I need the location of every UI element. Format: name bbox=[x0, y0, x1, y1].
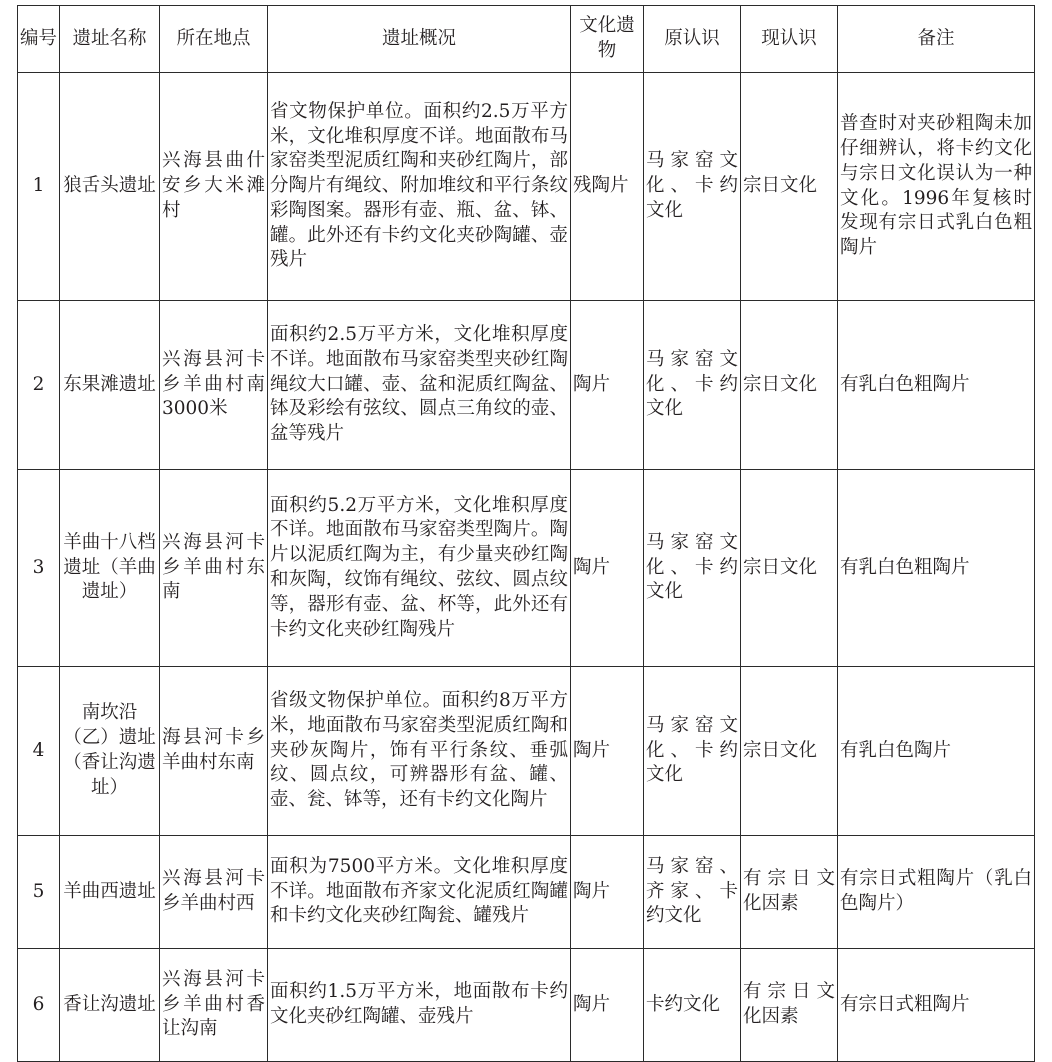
cell-description: 面积约5.2万平方米，文化堆积厚度不详。地面散布马家窑类型陶片。陶片以泥质红陶为主，有少量夹砂红陶和灰陶，纹饰有绳纹、弦纹、圆点纹等，器形有壶、盆、杯等，此外还有卡约文化夹砂红陶残片 bbox=[268, 470, 571, 667]
cell-current: 宗日文化 bbox=[741, 667, 838, 836]
table-row bbox=[18, 301, 1035, 470]
table-body bbox=[18, 73, 1035, 1062]
table-row bbox=[18, 667, 1035, 836]
cell-description: 省文物保护单位。面积约2.5万平方米，文化堆积厚度不详。地面散布马家窑类型泥质红陶和夹砂红陶片，部分陶片有绳纹、附加堆纹和平行条纹彩陶图案。器形有壶、瓶、盆、钵、罐。此外还有卡约文化夹砂陶罐、壶残片 bbox=[268, 73, 571, 301]
cell-relics: 陶片 bbox=[571, 667, 644, 836]
cell-location: 海县河卡乡羊曲村东南 bbox=[160, 667, 268, 836]
archaeological-sites-table bbox=[17, 5, 1035, 1062]
cell-current: 有宗日文化因素 bbox=[741, 836, 838, 949]
table-header bbox=[18, 6, 1035, 73]
cell-location: 兴海县河卡乡羊曲村香让沟南 bbox=[160, 949, 268, 1062]
header-relics: 文化遗物 bbox=[571, 6, 644, 73]
cell-description: 面积为7500平方米。文化堆积厚度不详。地面散布齐家文化泥质红陶罐和卡约文化夹砂红陶瓮、罐残片 bbox=[268, 836, 571, 949]
table-row bbox=[18, 470, 1035, 667]
cell-original: 马家窑文化、卡约文化 bbox=[644, 301, 741, 470]
header-description: 遗址概况 bbox=[268, 6, 571, 73]
cell-name: 东果滩遗址 bbox=[60, 301, 160, 470]
header-row bbox=[18, 6, 1035, 73]
cell-no: 3 bbox=[18, 470, 60, 667]
cell-note: 有宗日式粗陶片 bbox=[838, 949, 1035, 1062]
cell-note: 有乳白色粗陶片 bbox=[838, 301, 1035, 470]
cell-no: 2 bbox=[18, 301, 60, 470]
cell-no: 6 bbox=[18, 949, 60, 1062]
cell-current: 宗日文化 bbox=[741, 470, 838, 667]
header-current: 现认识 bbox=[741, 6, 838, 73]
cell-name: 香让沟遗址 bbox=[60, 949, 160, 1062]
cell-relics: 陶片 bbox=[571, 836, 644, 949]
cell-current: 宗日文化 bbox=[741, 73, 838, 301]
cell-description: 面积约1.5万平方米，地面散布卡约文化夹砂红陶罐、壶残片 bbox=[268, 949, 571, 1062]
cell-name: 狼舌头遗址 bbox=[60, 73, 160, 301]
cell-no: 1 bbox=[18, 73, 60, 301]
cell-relics: 陶片 bbox=[571, 470, 644, 667]
header-name: 遗址名称 bbox=[60, 6, 160, 73]
cell-original: 马家窑文化、卡约文化 bbox=[644, 667, 741, 836]
table-row bbox=[18, 949, 1035, 1062]
table-row bbox=[18, 73, 1035, 301]
cell-relics: 陶片 bbox=[571, 949, 644, 1062]
cell-note: 有乳白色陶片 bbox=[838, 667, 1035, 836]
cell-original: 马家窑文化、卡约文化 bbox=[644, 73, 741, 301]
cell-no: 5 bbox=[18, 836, 60, 949]
cell-description: 省级文物保护单位。面积约8万平方米，地面散布马家窑类型泥质红陶和夹砂灰陶片，饰有平行条纹、垂弧纹、圆点纹，可辨器形有盆、罐、壶、瓮、钵等，还有卡约文化陶片 bbox=[268, 667, 571, 836]
cell-current: 有宗日文化因素 bbox=[741, 949, 838, 1062]
cell-original: 马家窑文化、卡约文化 bbox=[644, 470, 741, 667]
cell-name: 羊曲西遗址 bbox=[60, 836, 160, 949]
cell-current: 宗日文化 bbox=[741, 301, 838, 470]
cell-relics: 残陶片 bbox=[571, 73, 644, 301]
header-no: 编号 bbox=[18, 6, 60, 73]
cell-relics: 陶片 bbox=[571, 301, 644, 470]
cell-original: 马家窑、齐家、卡约文化 bbox=[644, 836, 741, 949]
cell-description: 面积约2.5万平方米，文化堆积厚度不详。地面散布马家窑类型夹砂红陶绳纹大口罐、壶、盆和泥质红陶盆、钵及彩绘有弦纹、圆点三角纹的壶、盆等残片 bbox=[268, 301, 571, 470]
site-table-wrapper bbox=[17, 5, 1035, 1062]
cell-location: 兴海县河卡乡羊曲村西 bbox=[160, 836, 268, 949]
cell-note: 普查时对夹砂粗陶未加仔细辨认，将卡约文化与宗日文化误认为一种文化。1996年复核时发现有宗日式乳白色粗陶片 bbox=[838, 73, 1035, 301]
header-original: 原认识 bbox=[644, 6, 741, 73]
cell-location: 兴海县河卡乡羊曲村南3000米 bbox=[160, 301, 268, 470]
cell-location: 兴海县曲什安乡大米滩村 bbox=[160, 73, 268, 301]
header-note: 备注 bbox=[838, 6, 1035, 73]
cell-note: 有乳白色粗陶片 bbox=[838, 470, 1035, 667]
cell-original: 卡约文化 bbox=[644, 949, 741, 1062]
cell-name: 羊曲十八档遗址（羊曲遗址） bbox=[60, 470, 160, 667]
cell-name: 南坎沿（乙）遗址（香让沟遗址） bbox=[60, 667, 160, 836]
header-location: 所在地点 bbox=[160, 6, 268, 73]
cell-no: 4 bbox=[18, 667, 60, 836]
cell-location: 兴海县河卡乡羊曲村东南 bbox=[160, 470, 268, 667]
cell-note: 有宗日式粗陶片（乳白色陶片） bbox=[838, 836, 1035, 949]
table-row bbox=[18, 836, 1035, 949]
